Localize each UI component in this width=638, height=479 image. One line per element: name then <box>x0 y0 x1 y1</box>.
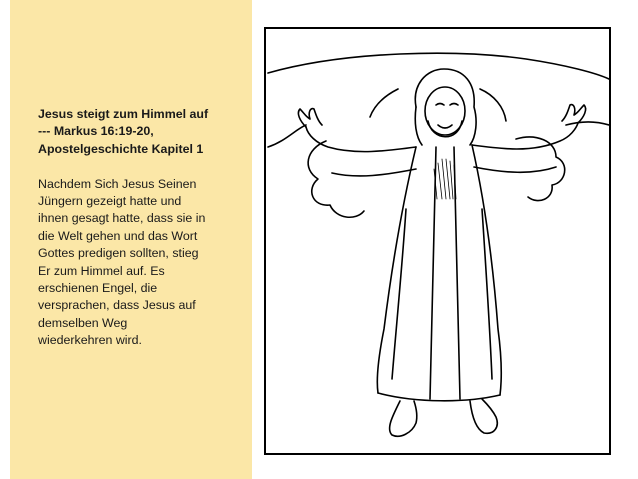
body-line: die Welt gehen und das Wort <box>38 228 198 243</box>
right-hand <box>562 105 586 123</box>
left-hand <box>298 109 322 127</box>
body-line: Nachdem Sich Jesus Seinen <box>38 176 197 191</box>
mouth <box>438 125 452 128</box>
sky-curve <box>566 122 609 125</box>
sky-curve <box>268 53 609 79</box>
body-line: ihnen gesagt hatte, dass sie in <box>38 211 206 226</box>
robe-fold <box>392 209 406 379</box>
right-arm <box>474 167 556 172</box>
hair <box>415 69 476 145</box>
robe-outline <box>377 147 416 393</box>
glow-outline <box>480 89 506 121</box>
body-line: demselben Weg <box>38 315 128 330</box>
left-arm <box>332 169 416 176</box>
body-line: Er zum Himmel auf. Es <box>38 263 165 278</box>
body-line: versprachen, dass Jesus auf <box>38 298 196 313</box>
sky-curve <box>268 125 306 147</box>
heading-line: --- Markus 16:19-20, <box>38 124 154 139</box>
eye <box>450 104 458 106</box>
body-line: Gottes predigen sollten, stieg <box>38 246 199 261</box>
left-sandal <box>390 401 417 436</box>
passage-heading <box>38 106 248 158</box>
robe-fold <box>482 209 492 379</box>
robe-shading <box>434 159 456 199</box>
heading-line: Apostelgeschichte Kapitel 1 <box>38 141 204 156</box>
body-line: erschienen Engel, die <box>38 281 158 296</box>
scripture-text <box>38 106 248 350</box>
coloring-picture-frame <box>264 27 611 455</box>
glow-outline <box>308 141 364 217</box>
ascension-line-art <box>266 29 609 453</box>
eye <box>436 104 444 106</box>
right-sandal <box>470 399 497 433</box>
passage-body <box>38 176 248 350</box>
heading-line: Jesus steigt zum Himmel auf <box>38 107 209 121</box>
body-line: Jüngern gezeigt hatte und <box>38 194 182 209</box>
right-arm <box>472 123 578 149</box>
robe-opening <box>430 147 436 399</box>
glow-outline <box>370 89 398 117</box>
left-arm <box>306 127 416 152</box>
body-line: wiederkehren wird. <box>38 333 142 348</box>
hair <box>415 107 422 145</box>
